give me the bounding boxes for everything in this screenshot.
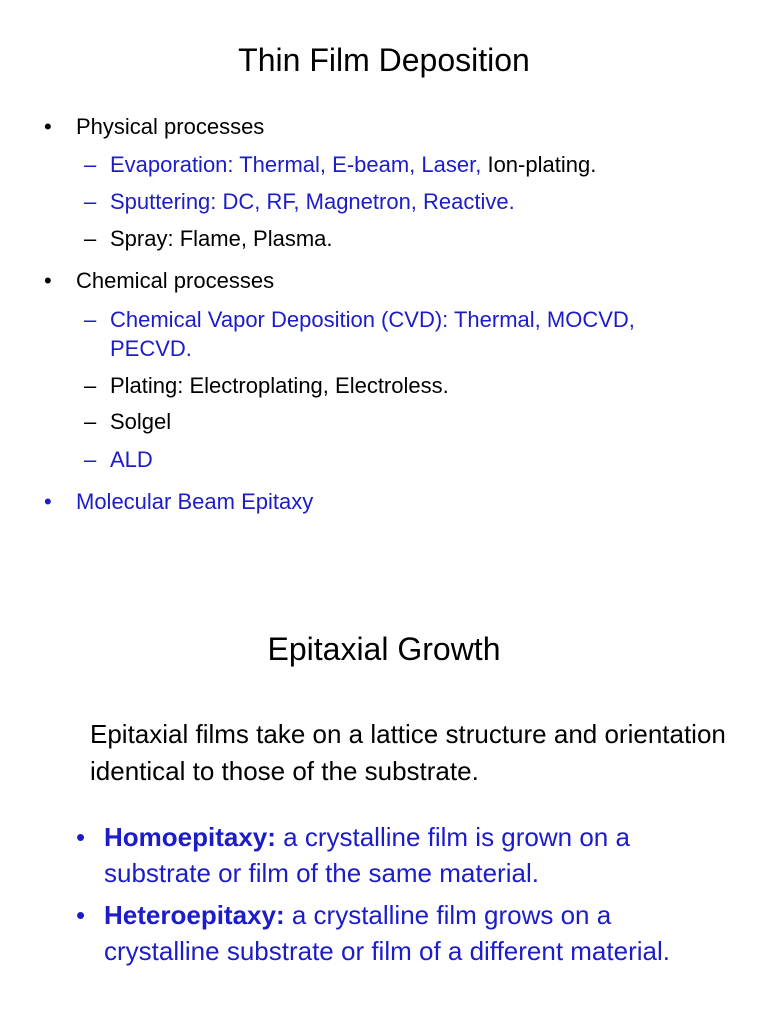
solgel-text: Solgel <box>110 409 172 434</box>
bullet-icon: • <box>44 114 52 139</box>
epitaxial-paragraph: Epitaxial films take on a lattice structure and orientation identical to those of the substrate. <box>90 719 726 786</box>
bullet-icon: • <box>76 900 86 930</box>
dash-icon: – <box>84 409 97 434</box>
bullet-icon: • <box>44 489 52 514</box>
page-title: Thin Film Deposition <box>238 42 530 78</box>
dash-icon: – <box>84 189 97 214</box>
ion-plating-text: Ion-plating. <box>481 152 597 177</box>
section-title: Epitaxial Growth <box>267 631 501 667</box>
bullet-icon: • <box>76 822 86 852</box>
bullet-icon: • <box>44 268 52 293</box>
dash-icon: – <box>84 307 97 332</box>
homoepitaxy-term: Homoepitaxy: <box>104 822 276 852</box>
heteroepitaxy-definition: a crystalline film grows on a crystalline substrate or film of a different material. <box>104 900 670 966</box>
dash-icon: – <box>84 152 97 177</box>
physical-processes-label: Physical processes <box>76 114 265 139</box>
homoepitaxy-definition: a crystalline film is grown on a substrate or film of the same material. <box>104 822 630 888</box>
ald-text: ALD <box>110 447 153 472</box>
heteroepitaxy-term: Heteroepitaxy: <box>104 900 285 930</box>
dash-icon: – <box>84 226 97 251</box>
evaporation-text: Evaporation: Thermal, E-beam, Laser, <box>110 152 482 177</box>
mbe-text: Molecular Beam Epitaxy <box>76 489 314 514</box>
cvd-text-line1: Chemical Vapor Deposition (CVD): Thermal, MOCVD, <box>110 307 635 332</box>
sputtering-text: Sputtering: DC, RF, Magnetron, Reactive. <box>110 189 515 214</box>
spray-text: Spray: Flame, Plasma. <box>110 226 333 251</box>
plating-text: Plating: Electroplating, Electroless. <box>110 373 449 398</box>
cvd-text-line2: PECVD. <box>110 336 192 361</box>
dash-icon: – <box>84 373 97 398</box>
dash-icon: – <box>84 447 97 472</box>
chemical-processes-label: Chemical processes <box>76 268 275 293</box>
